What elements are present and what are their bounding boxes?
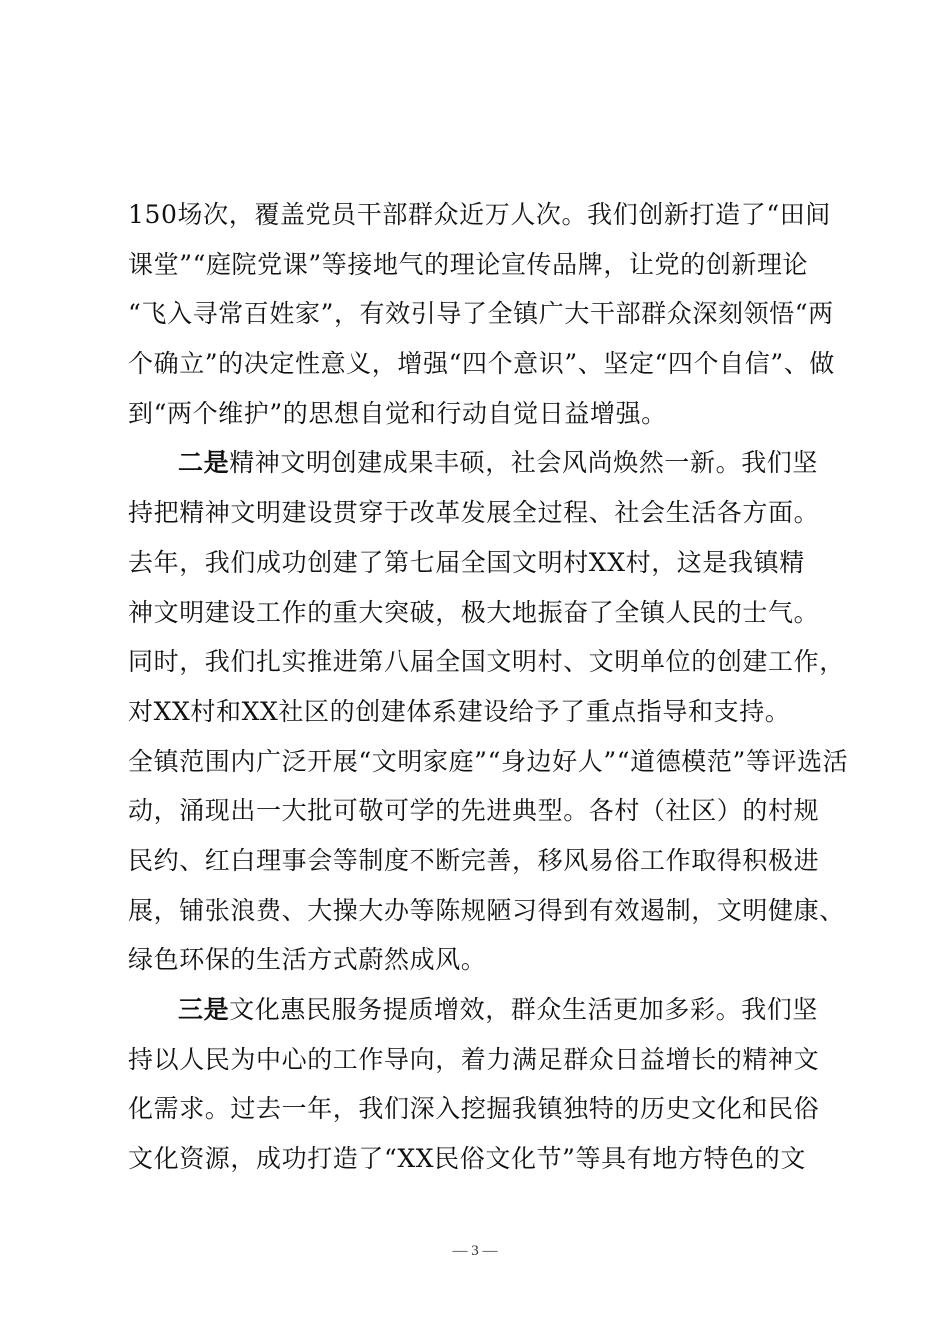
paragraph-2-line-8: 动，涌现出一大批可敬可学的先进典型。各村（社区）的村规 — [128, 796, 820, 826]
paragraph-3-line-1-text: 文化惠民服务提质增效，群众生活更加多彩。我们坚 — [229, 995, 819, 1024]
paragraph-2-line-6: 对XX村和XX社区的创建体系建设给予了重点指导和支持。 — [128, 696, 791, 726]
paragraph-1-line-2: 课堂”“庭院党课”等接地气的理论宣传品牌，让党的创新理论 — [128, 249, 809, 279]
paragraph-1-line-3: “飞入寻常百姓家”，有效引导了全镇广大干部群众深刻领悟“两 — [128, 299, 834, 329]
paragraph-2-line-4: 神文明建设工作的重大突破，极大地振奋了全镇人民的士气。 — [128, 597, 820, 627]
paragraph-3-line-2: 持以人民为中心的工作导向，着力满足群众日益增长的精神文 — [128, 1044, 820, 1074]
paragraph-1-line-4: 个确立”的决定性意义，增强“四个意识”、坚定“四个自信”、做 — [128, 349, 835, 379]
paragraph-2-line-10: 展，铺张浪费、大操大办等陈规陋习得到有效遏制，文明健康、 — [128, 895, 845, 925]
paragraph-2-lead: 二是 — [178, 448, 230, 478]
paragraph-1-line-5: 到“两个维护”的思想自觉和行动自觉日益增强。 — [128, 398, 667, 428]
paragraph-2-line-1-text: 精神文明创建成果丰硕，社会风尚焕然一新。我们坚 — [229, 448, 819, 478]
paragraph-3-line-1 — [128, 985, 840, 1035]
body-text — [128, 190, 849, 1184]
paragraph-2-line-11: 绿色环保的生活方式蔚然成风。 — [128, 945, 487, 975]
paragraph-2-line-7: 全镇范围内广泛开展“文明家庭”“身边好人”“道德模范”等评选活 — [128, 746, 849, 776]
paragraph-3-line-4: 文化资源，成功打造了“XX民俗文化节”等具有地方特色的文 — [128, 1144, 806, 1174]
paragraph-3-lead: 三是 — [178, 995, 230, 1024]
paragraph-2-line-5: 同时，我们扎实推进第八届全国文明村、文明单位的创建工作， — [128, 647, 845, 677]
paragraph-2-line-9: 民约、红白理事会等制度不断完善，移风易俗工作取得积极进 — [128, 845, 820, 875]
paragraph-2-line-3: 去年，我们成功创建了第七届全国文明村XX村，这是我镇精 — [128, 547, 805, 577]
paragraph-2-line-2: 持把精神文明建设贯穿于改革发展全过程、社会生活各方面。 — [128, 498, 820, 528]
paragraph-2-line-1 — [128, 438, 840, 488]
page-number: — 3 — — [452, 1243, 498, 1259]
paragraph-1-line-1: 150场次，覆盖党员干部群众近万人次。我们创新打造了“田间 — [128, 200, 831, 229]
paragraph-3-line-3: 化需求。过去一年，我们深入挖掘我镇独特的历史文化和民俗 — [128, 1094, 820, 1124]
